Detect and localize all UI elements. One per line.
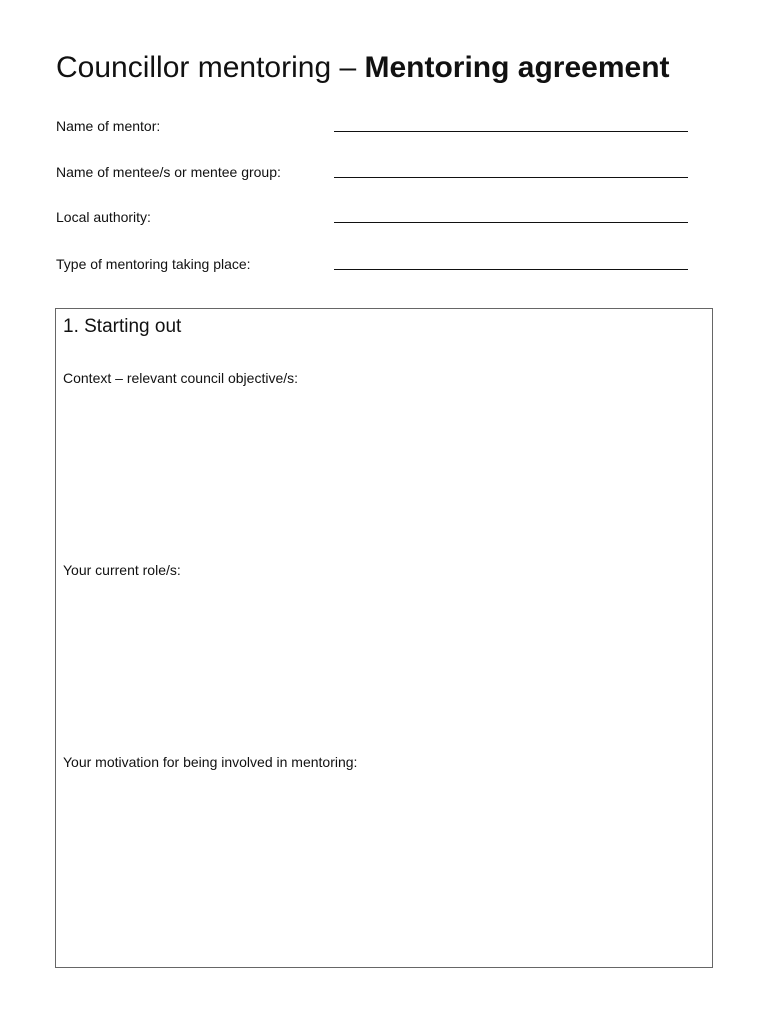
mentoring-type-line[interactable] <box>334 269 688 270</box>
section-title: 1. Starting out <box>63 316 182 337</box>
motivation-prompt: Your motivation for being involved in mentoring: <box>63 754 358 770</box>
mentor-name-label: Name of mentor: <box>56 118 161 134</box>
starting-out-section <box>55 308 713 968</box>
context-prompt: Context – relevant council objective/s: <box>63 370 299 386</box>
local-authority-line[interactable] <box>334 222 688 223</box>
mentee-name-line[interactable] <box>334 177 688 178</box>
page-title <box>56 50 670 86</box>
mentee-name-label: Name of mentee/s or mentee group: <box>56 164 281 180</box>
current-role-prompt: Your current role/s: <box>63 562 181 578</box>
mentor-name-line[interactable] <box>334 131 688 132</box>
title-bold: Mentoring agreement <box>364 51 670 84</box>
local-authority-label: Local authority: <box>56 209 151 225</box>
title-regular: Councillor mentoring – <box>56 51 365 84</box>
mentoring-type-label: Type of mentoring taking place: <box>56 256 251 272</box>
